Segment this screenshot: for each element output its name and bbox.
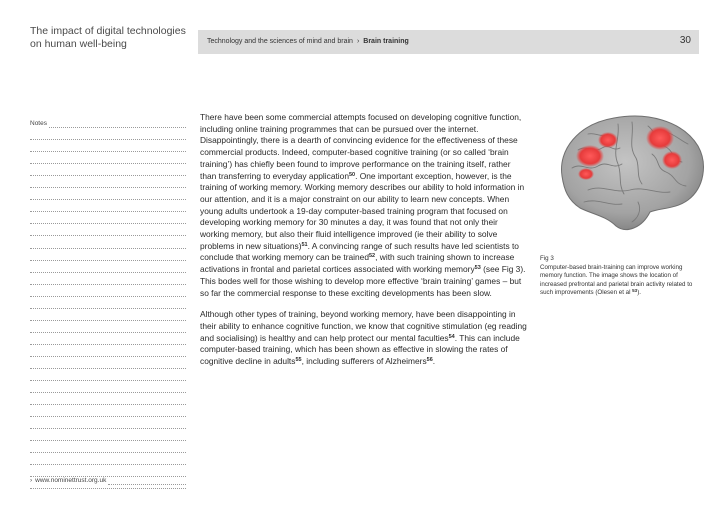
note-line <box>30 429 186 441</box>
note-line <box>30 441 186 453</box>
brain-figure <box>548 110 708 238</box>
note-line <box>30 393 186 405</box>
note-line <box>30 285 186 297</box>
reference-marker: 51 <box>301 241 308 248</box>
footer-website-link[interactable] <box>30 477 186 485</box>
body-text-run: There have been some commercial attempts focused on developing cognitive function, including online training programmes that can be pursued over the internet. Disappointingly, there is a dearth of convincing evidence for the effectiveness of these commercial products. Indeed, computer-based cognitive training (or so called ‘brain training’) has chiefly been found to improve performance on the training itself, rather than transferring to everyday application <box>200 112 522 181</box>
figure-label: Fig 3 <box>540 255 554 262</box>
figure-caption-text: Computer-based brain-training can improve working memory function. The image shows the location of increased prefrontal and parietal brain activity related to such improvements (Olesen et al <box>540 264 693 296</box>
reference-marker: 50 <box>348 171 356 178</box>
note-line <box>30 249 186 261</box>
reference-marker: 55 <box>295 357 302 364</box>
body-text-run: , with such training shown to increase activations in frontal and parietal cortices associated with working memory <box>200 252 515 275</box>
breadcrumb-section[interactable]: Technology and the sciences of mind and brain <box>207 38 353 45</box>
note-line <box>30 176 186 188</box>
body-text-run: . A convincing range of such results have led scientists to conclude that working memory can be trained <box>200 240 519 263</box>
reference-marker: 52 <box>369 253 376 260</box>
notes-heading-line <box>30 116 186 128</box>
reference-marker: 54 <box>448 333 455 340</box>
notes-label: Notes <box>30 120 47 128</box>
note-line <box>30 128 186 140</box>
prefrontal-activation <box>598 132 618 148</box>
note-line <box>30 164 186 176</box>
figure-caption-end: ). <box>637 288 641 296</box>
note-line <box>108 477 186 485</box>
note-line <box>30 152 186 164</box>
note-line <box>30 465 186 477</box>
body-text-run: (see Fig 3). This bodes well for those wishing to develop more effective ‘brain training’ games – but so far the commercial response to these exciting developments has been slow. <box>200 264 526 298</box>
note-line <box>30 309 186 321</box>
body-text-run: , including sufferers of Alzheimers <box>301 356 427 367</box>
prefrontal-activation <box>578 168 594 180</box>
note-line <box>30 261 186 273</box>
note-line <box>30 188 186 200</box>
body-text-run: . One important exception, however, is the training of working memory. Working memory describes our ability to hold information in our attention, and it is a major constraint on our ability to learn new concepts. When young adults undertook a 19-day computer-based training program that focused on developing working memory for 30 minutes a day, it was found that not only their working memory, but also their fluid intelligence improved (ie their ability to solve problems in new situations) <box>200 170 525 251</box>
note-line <box>30 224 186 236</box>
note-line <box>30 297 186 309</box>
note-line <box>30 357 186 369</box>
brain-scan-image <box>548 110 708 238</box>
notes-area <box>30 116 186 489</box>
note-line <box>30 212 186 224</box>
body-paragraph-2 <box>200 309 528 368</box>
chevron-right-icon: › <box>30 477 33 484</box>
document-title <box>30 25 190 51</box>
note-line <box>30 200 186 212</box>
note-line <box>30 321 186 333</box>
body-text-run: . This can include computer-based training, which has been shown as effective in slowing the rates of cognitive decline in adults <box>200 332 520 367</box>
article-body <box>200 112 528 368</box>
body-paragraph-1 <box>200 112 528 299</box>
prefrontal-activation <box>576 145 604 167</box>
reference-marker: 56 <box>426 357 433 364</box>
note-line <box>30 333 186 345</box>
section-header-bar <box>198 30 699 54</box>
note-line <box>30 345 186 357</box>
body-text-run: . <box>432 356 436 367</box>
reference-marker: 53 <box>474 265 481 272</box>
reference-marker: 53 <box>632 287 638 293</box>
figure-caption <box>540 255 700 297</box>
parietal-activation <box>646 126 674 150</box>
page-number: 30 <box>679 35 691 46</box>
breadcrumb <box>207 37 409 47</box>
breadcrumb-separator-icon: › <box>356 38 360 45</box>
body-text-run: Although other types of training, beyond working memory, have been disappointing in their ability to enhance cognitive function, we know that cognitive stimulation (eg reading and socialising) is healthy and can help protect our mental faculties <box>200 309 527 343</box>
note-line <box>30 417 186 429</box>
document-title-line-2: on human well-being <box>30 38 127 50</box>
note-line <box>30 453 186 465</box>
footer-link-text[interactable]: www.nominettrust.org.uk <box>35 477 107 484</box>
note-line <box>30 381 186 393</box>
note-line <box>30 236 186 248</box>
breadcrumb-current: Brain training <box>363 38 409 45</box>
document-title-line-1: The impact of digital technologies <box>30 25 186 37</box>
note-line <box>30 140 186 152</box>
note-line <box>30 369 186 381</box>
note-line <box>30 273 186 285</box>
parietal-activation <box>662 151 682 169</box>
note-line <box>49 120 186 128</box>
note-line <box>30 405 186 417</box>
